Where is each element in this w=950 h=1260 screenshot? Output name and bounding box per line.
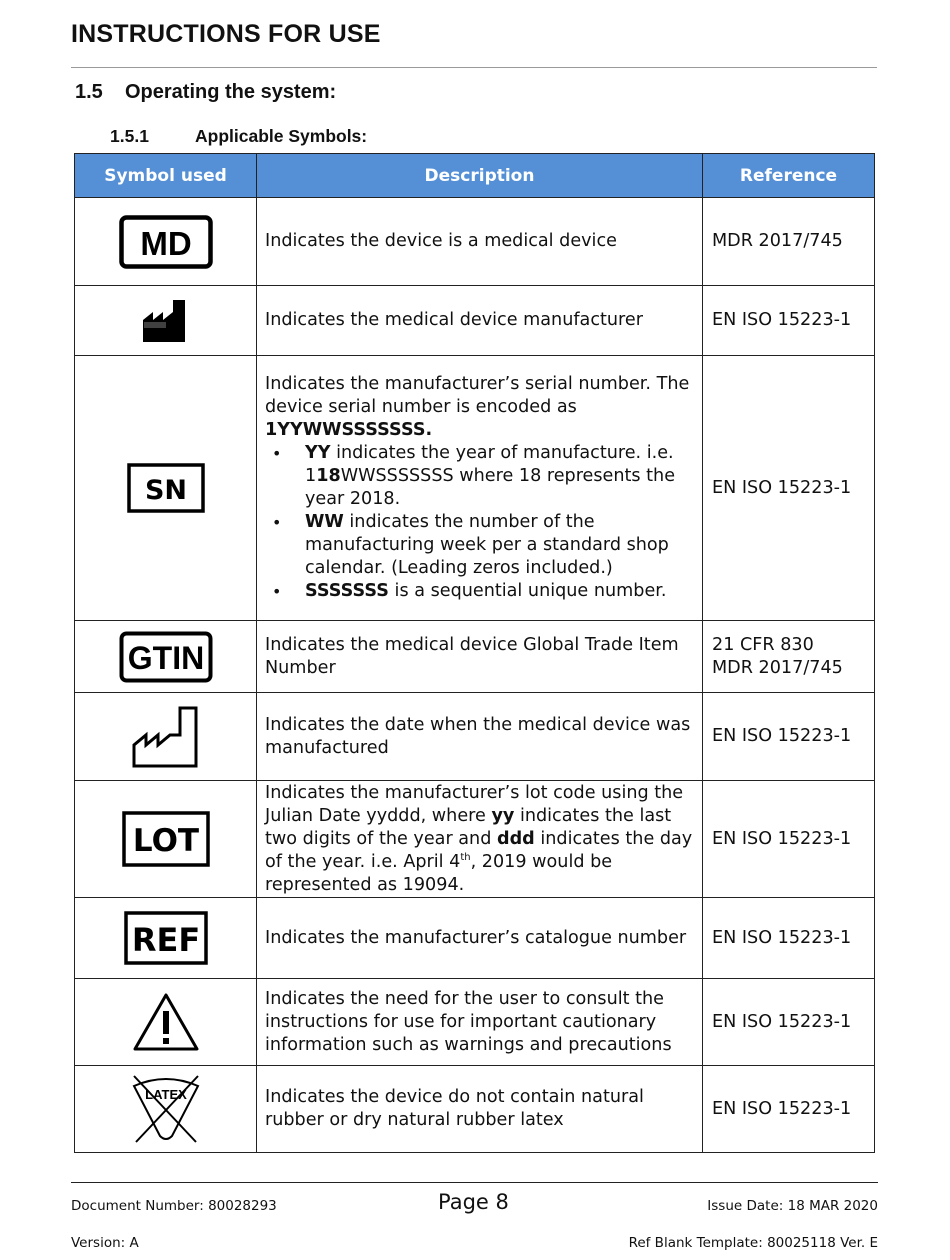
svg-text:MD: MD xyxy=(139,224,192,262)
section-number: 1.5 xyxy=(75,81,103,103)
issue-date: Issue Date: 18 MAR 2020 xyxy=(707,1198,878,1214)
column-header-symbol: Symbol used xyxy=(75,154,257,198)
ref-symbol-icon xyxy=(124,911,208,965)
caution-icon xyxy=(131,991,201,1053)
serial-bullet-list xyxy=(265,442,696,603)
list-item: • WW indicates the number of the manufacturing week per a standard shop calendar. (Leading zeros included.) xyxy=(305,511,696,580)
date-of-manufacture-icon xyxy=(131,705,201,769)
table-row xyxy=(75,286,875,356)
latex-free-icon xyxy=(128,1074,204,1144)
document-title: INSTRUCTIONS FOR USE xyxy=(71,20,381,48)
symbols-table xyxy=(74,153,875,1153)
serial-description-intro: Indicates the manufacturer’s serial number. The device serial number is encoded as xyxy=(265,374,690,417)
page-number: Page 8 xyxy=(438,1190,509,1214)
reference-cell: EN ISO 15223-1 xyxy=(703,898,875,979)
document-number: Document Number: 80028293 xyxy=(71,1198,277,1214)
table-row xyxy=(75,898,875,979)
svg-text:LOT: LOT xyxy=(132,823,199,859)
svg-text:LATEX: LATEX xyxy=(144,1087,187,1102)
symbol-cell xyxy=(75,1066,257,1153)
table-row xyxy=(75,198,875,286)
reference-cell xyxy=(703,621,875,693)
symbol-cell xyxy=(75,198,257,286)
description-cell: Indicates the medical device manufacturer xyxy=(257,286,703,356)
symbol-cell xyxy=(75,979,257,1066)
list-item: • SSSSSSS is a sequential unique number. xyxy=(305,580,696,603)
description-cell xyxy=(257,356,703,621)
md-symbol-icon xyxy=(119,215,213,269)
manufacturer-icon xyxy=(141,298,191,344)
symbol-cell xyxy=(75,621,257,693)
symbol-cell xyxy=(75,693,257,781)
header-divider xyxy=(71,67,877,68)
reference-line: 21 CFR 830 xyxy=(712,634,814,655)
reference-cell: EN ISO 15223-1 xyxy=(703,356,875,621)
description-cell: Indicates the medical device Global Trade Item Number xyxy=(257,621,703,693)
template-reference: Ref Blank Template: 80025118 Ver. E xyxy=(628,1235,878,1251)
reference-cell: EN ISO 15223-1 xyxy=(703,1066,875,1153)
symbol-cell xyxy=(75,781,257,898)
subsection-number: 1.5.1 xyxy=(110,126,149,146)
lot-symbol-icon xyxy=(122,811,210,867)
description-cell: Indicates the device is a medical device xyxy=(257,198,703,286)
description-cell: Indicates the date when the medical device was manufactured xyxy=(257,693,703,781)
reference-cell: EN ISO 15223-1 xyxy=(703,286,875,356)
table-row xyxy=(75,621,875,693)
symbol-cell xyxy=(75,286,257,356)
subsection-heading xyxy=(110,126,367,147)
symbol-cell xyxy=(75,356,257,621)
description-cell: Indicates the manufacturer’s catalogue number xyxy=(257,898,703,979)
svg-text:REF: REF xyxy=(131,921,200,959)
footer-divider xyxy=(71,1182,878,1183)
symbol-cell xyxy=(75,898,257,979)
table-header-row xyxy=(75,154,875,198)
table-row xyxy=(75,781,875,898)
reference-line: MDR 2017/745 xyxy=(712,657,843,678)
serial-code: 1YYWWSSSSSSS. xyxy=(265,420,433,440)
section-heading xyxy=(75,81,336,104)
reference-cell: EN ISO 15223-1 xyxy=(703,693,875,781)
version: Version: A xyxy=(71,1235,139,1251)
svg-text:GTIN: GTIN xyxy=(127,639,204,676)
reference-cell: EN ISO 15223-1 xyxy=(703,979,875,1066)
subsection-title: Applicable Symbols: xyxy=(195,126,368,146)
table-row xyxy=(75,693,875,781)
table-row xyxy=(75,979,875,1066)
table-row xyxy=(75,1066,875,1153)
serial-number-icon xyxy=(127,463,205,513)
table-row xyxy=(75,356,875,621)
description-cell: Indicates the manufacturer’s lot code using the Julian Date yyddd, where yy indicates the last two digits of the year and ddd indicates the day of the year. i.e. April 4th, 2019 would be represented as 19094. xyxy=(257,781,703,898)
section-title: Operating the system: xyxy=(125,81,337,103)
svg-text:SN: SN xyxy=(144,475,187,506)
reference-cell: EN ISO 15223-1 xyxy=(703,781,875,898)
column-header-reference: Reference xyxy=(703,154,875,198)
gtin-symbol-icon xyxy=(119,631,213,683)
reference-cell: MDR 2017/745 xyxy=(703,198,875,286)
description-cell: Indicates the device do not contain natural rubber or dry natural rubber latex xyxy=(257,1066,703,1153)
list-item: • YY indicates the year of manufacture. i.e. 118WWSSSSSSS where 18 represents the year 2018. xyxy=(305,442,696,511)
description-cell: Indicates the need for the user to consult the instructions for use for important cautionary information such as warnings and precautions xyxy=(257,979,703,1066)
column-header-description: Description xyxy=(257,154,703,198)
